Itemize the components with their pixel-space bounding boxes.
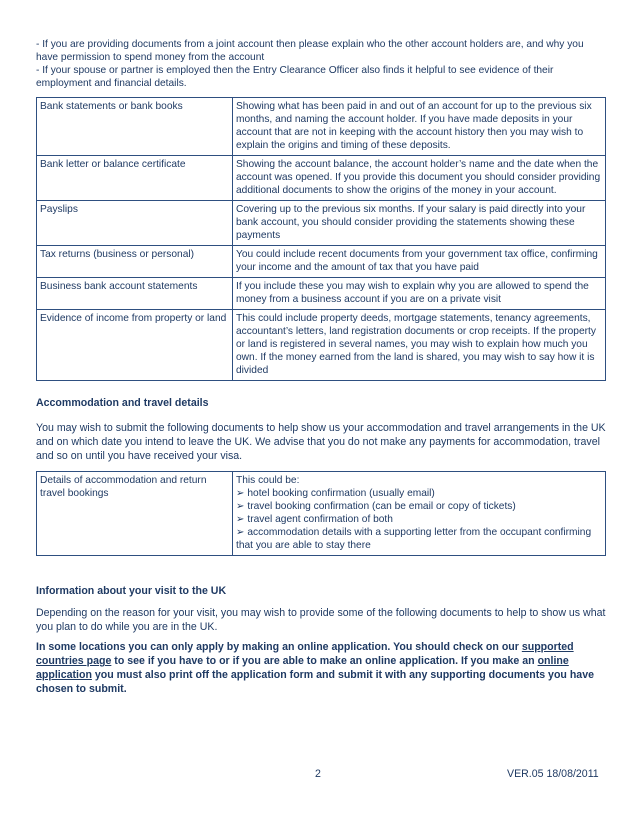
- intro-note: - If your spouse or partner is employed then the Entry Clearance Officer also finds it helpful to see evidence of their employment and financial details.: [36, 65, 554, 89]
- version-label: VER.05 18/08/2011: [507, 768, 599, 780]
- document-page: [36, 38, 606, 696]
- financial-documents-table: [36, 97, 606, 381]
- table-row: [37, 310, 606, 381]
- list-intro: This could be:: [236, 475, 300, 486]
- table-row: [37, 201, 606, 246]
- table-row: [37, 278, 606, 310]
- accommodation-paragraph: You may wish to submit the following documents to help show us your accommodation and travel arrangements in the UK and on which date you intend to leave the UK. We advise that you do not make any payments for accommodation, travel and so on until you have received your visa.: [36, 422, 606, 462]
- document-description: If you include these you may wish to explain why you are allowed to spend the money from a business account if you are on a private visit: [233, 278, 606, 310]
- document-type: Evidence of income from property or land: [37, 310, 233, 381]
- document-type: Payslips: [37, 201, 233, 246]
- arrow-bullet-icon: ➢: [236, 514, 245, 525]
- document-type: Business bank account statements: [37, 278, 233, 310]
- accommodation-heading: Accommodation and travel details: [36, 397, 209, 409]
- page-number: 2: [315, 768, 321, 780]
- document-description: You could include recent documents from your government tax office, confirming your income and the amount of tax that you have paid: [233, 246, 606, 278]
- intro-notes: [36, 38, 606, 90]
- intro-note: - If you are providing documents from a joint account then please explain who the other account holders are, and why you have permission to spend money from the account: [36, 39, 584, 63]
- list-item: ➢ travel agent confirmation of both: [236, 514, 393, 525]
- supported-countries-link[interactable]: supported countries page: [36, 641, 574, 667]
- document-type: Tax returns (business or personal): [37, 246, 233, 278]
- table-row: [37, 156, 606, 201]
- arrow-bullet-icon: ➢: [236, 527, 245, 538]
- list-item: ➢ travel booking confirmation (can be email or copy of tickets): [236, 501, 516, 512]
- accommodation-table: [36, 471, 606, 556]
- table-row: [37, 98, 606, 156]
- visit-heading: Information about your visit to the UK: [36, 585, 227, 597]
- document-description: Showing what has been paid in and out of an account for up to the previous six months, and naming the account holder. If you have made deposits in your account that are not in keeping with the account history then you may wish to explain the origins and timing of these deposits.: [233, 98, 606, 156]
- online-application-notice: In some locations you can only apply by making an online application. You should check on our supported countries page to see if you have to or if you are able to make an online application. If you make an online application you must also print off the application form and submit it with any supporting documents you have chosen to submit.: [36, 641, 594, 695]
- list-item: ➢ accommodation details with a supporting letter from the occupant confirming that you are able to stay there: [236, 527, 592, 551]
- table-row: [37, 472, 606, 556]
- document-type: Details of accommodation and return travel bookings: [37, 472, 233, 556]
- document-description: Showing the account balance, the account holder’s name and the date when the account was opened. If you provide this document you should consider providing additional documents to show the origins of the money in your account.: [233, 156, 606, 201]
- table-row: [37, 246, 606, 278]
- document-description: [233, 472, 606, 556]
- visit-paragraph: Depending on the reason for your visit, you may wish to provide some of the following documents to help to show us what you plan to do while you are in the UK.: [36, 607, 606, 633]
- document-type: Bank letter or balance certificate: [37, 156, 233, 201]
- arrow-bullet-icon: ➢: [236, 488, 245, 499]
- document-description: This could include property deeds, mortgage statements, tenancy agreements, accountant’s letters, land registration documents or crop receipts. If the property or land is registered in several names, you may wish to explain how much you own. If the money earned from the land is shared, you may wish to say how it is divided: [233, 310, 606, 381]
- online-application-link[interactable]: online application: [36, 655, 569, 681]
- arrow-bullet-icon: ➢: [236, 501, 245, 512]
- list-item: ➢ hotel booking confirmation (usually email): [236, 488, 435, 499]
- document-description: Covering up to the previous six months. If your salary is paid directly into your bank account, you should consider providing the statements showing these payments: [233, 201, 606, 246]
- document-type: Bank statements or bank books: [37, 98, 233, 156]
